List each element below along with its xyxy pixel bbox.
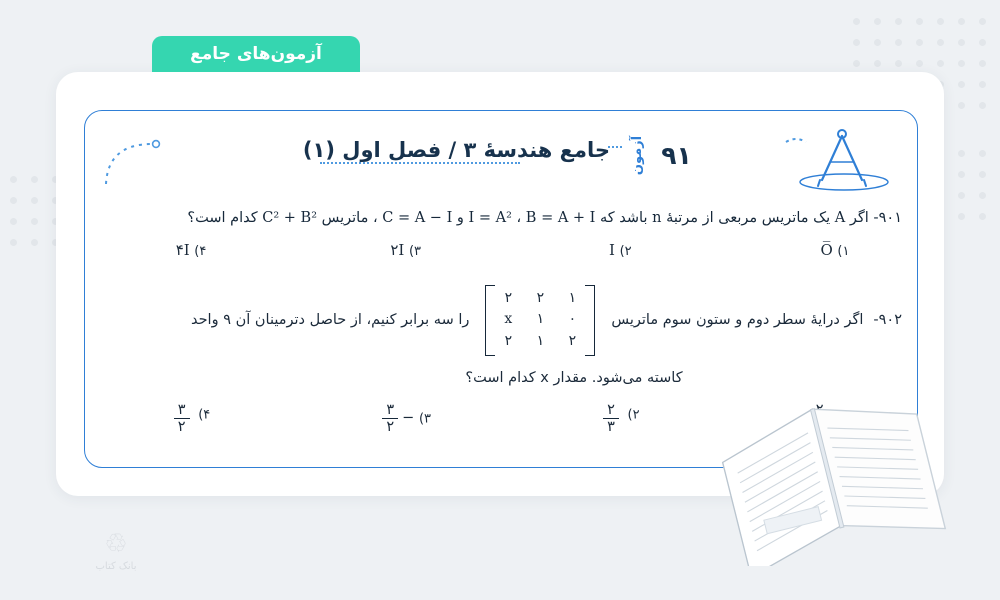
question-902-number: ۹۰۲- <box>873 312 902 329</box>
option-901-1[interactable] <box>780 241 890 259</box>
option-902-4-fraction <box>174 402 190 435</box>
option-902-4-value <box>172 402 194 435</box>
option-901-3-value: ۲I <box>390 240 405 259</box>
question-902-matrix <box>485 285 595 356</box>
watermark-text: بانک کتاب <box>95 561 137 572</box>
option-901-4-number: ۴) <box>194 243 207 259</box>
option-902-3-numerator: ۳ <box>382 402 398 419</box>
option-902-4-number: ۴) <box>198 407 211 423</box>
option-902-3-sign: − <box>402 410 415 427</box>
question-901-number: ۹۰۱- <box>873 210 902 226</box>
option-902-4[interactable] <box>136 402 246 435</box>
exam-badge-word: آزمون <box>630 135 646 175</box>
matrix-cell-1-1: ۲ <box>504 289 513 306</box>
option-902-3-fraction <box>382 402 398 435</box>
question-902-line2: کاسته می‌شود. مقدار x کدام است؟ <box>465 369 683 386</box>
question-901 <box>96 206 902 259</box>
matrix-row-3 <box>502 331 578 353</box>
option-902-2[interactable] <box>565 402 675 435</box>
section-tab[interactable] <box>152 36 360 72</box>
matrix-bracket-right <box>585 285 595 356</box>
exam-badge <box>618 130 700 180</box>
option-902-4-denominator: ۲ <box>177 418 186 435</box>
open-book-illustration <box>708 376 958 566</box>
option-901-4-value: ۴I <box>175 240 190 259</box>
question-902-lead: اگر درایۀ سطر دوم و ستون سوم ماتریس <box>611 312 864 329</box>
question-901-text <box>96 206 902 231</box>
title-dotted-rule <box>320 162 520 164</box>
matrix-cell-2-1: x <box>504 311 513 328</box>
option-902-2-denominator: ۳ <box>607 418 615 435</box>
option-901-1-number: ۱) <box>837 243 850 259</box>
option-902-2-number: ۲) <box>627 407 640 423</box>
matrix-row-1 <box>502 288 578 310</box>
question-902-line1 <box>96 285 902 356</box>
watermark-logo-icon: ♲ <box>104 529 128 559</box>
page-title: جامع هندسۀ ۳ / فصل اول (۱) <box>302 138 610 162</box>
exam-badge-number: ۹۱ <box>661 140 692 170</box>
option-901-3[interactable] <box>351 241 461 259</box>
matrix-row-2 <box>502 309 578 331</box>
matrix-cell-1-2: ۲ <box>536 289 545 306</box>
option-902-3-number: ۳) <box>418 411 431 427</box>
matrix-cell-3-3: ۲ <box>568 333 577 350</box>
option-901-4[interactable] <box>136 241 246 259</box>
option-902-2-value <box>601 402 623 435</box>
matrix-cell-3-2: ۱ <box>536 333 545 350</box>
question-902-tail: را سه برابر کنیم، از حاصل دترمینان آن ۹ واحد <box>190 312 470 329</box>
option-901-1-value: O̅ <box>820 240 833 259</box>
matrix-cell-2-2: ۱ <box>536 311 545 328</box>
option-902-2-fraction <box>603 402 619 435</box>
matrix-cell-3-1: ۲ <box>504 333 513 350</box>
option-901-2-number: ۲) <box>619 243 632 259</box>
option-901-2-value: I <box>609 240 615 259</box>
worksheet-header <box>90 128 910 198</box>
option-902-2-numerator: ۲ <box>603 402 619 419</box>
option-901-2[interactable] <box>565 241 675 259</box>
option-902-4-numerator: ۳ <box>174 402 190 419</box>
option-902-3[interactable] <box>351 402 461 435</box>
compass-icon <box>782 124 902 196</box>
background-dots-left <box>10 176 59 246</box>
matrix-bracket-left <box>485 285 495 356</box>
decorative-curve <box>100 136 210 192</box>
question-901-body: اگر A یک ماتریس مربعی از مرتبۀ n باشد که I = A² ، B = A + I و C = A − I ، ماتریس C² + B² کدام است؟ <box>187 210 869 226</box>
question-901-options <box>96 241 902 259</box>
matrix-rows <box>495 285 585 356</box>
section-tab-label: آزمون‌های جامع <box>190 44 322 64</box>
matrix-cell-1-3: ۱ <box>568 289 577 306</box>
watermark <box>56 531 176 572</box>
matrix-cell-2-3: ۰ <box>568 311 577 328</box>
option-902-3-denominator: ۲ <box>386 418 395 435</box>
option-902-3-value <box>380 402 414 435</box>
option-901-3-number: ۳) <box>408 243 422 259</box>
